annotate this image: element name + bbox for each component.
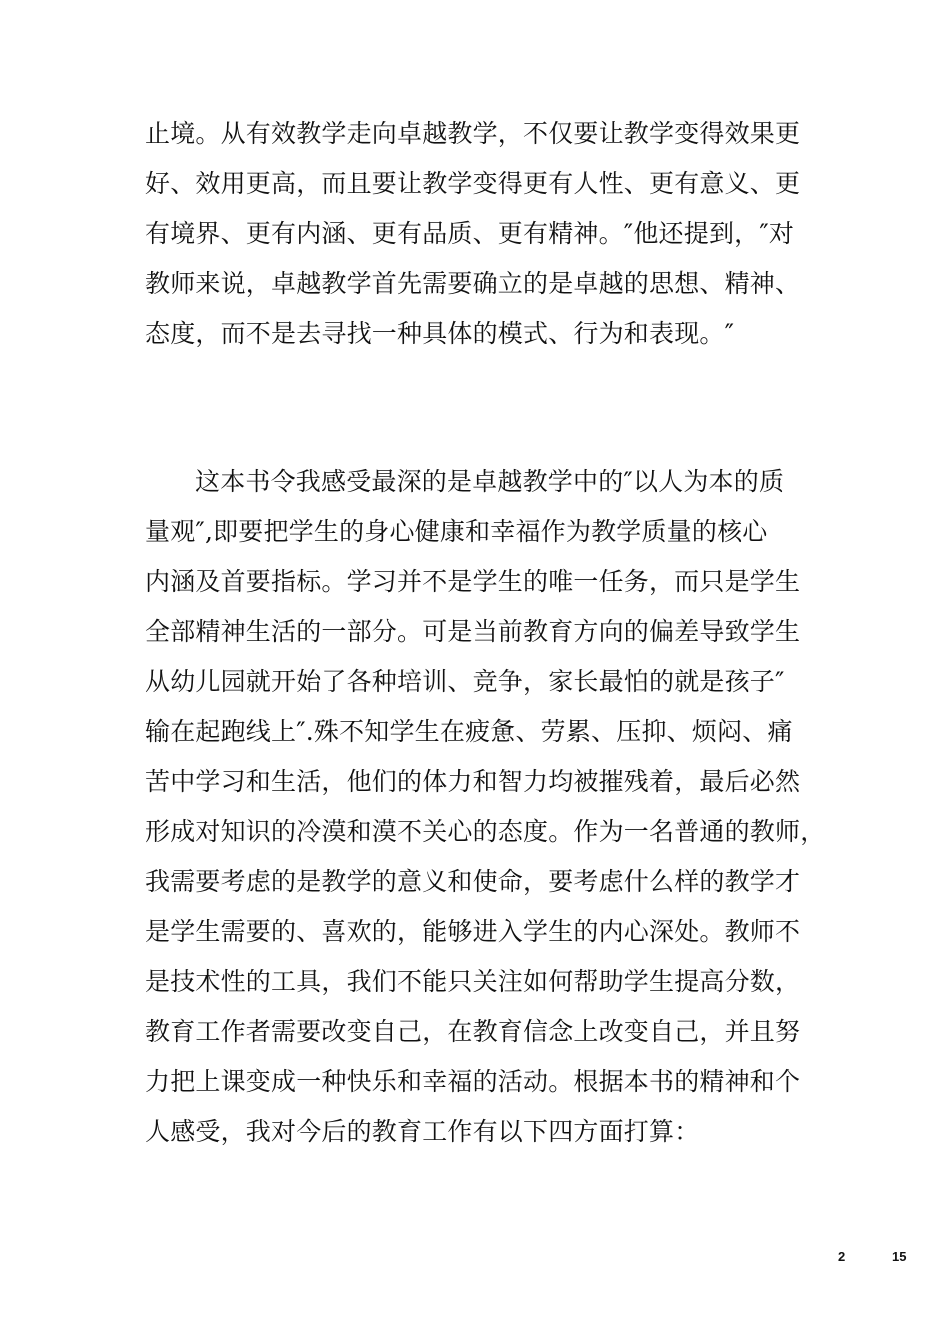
paragraph-line: 教育工作者需要改变自己，在教育信念上改变自己，并且努 — [145, 1017, 801, 1046]
paragraph-line: 有境界、更有内涵、更有品质、更有精神。″他还提到，″对 — [145, 219, 795, 248]
paragraph-line: 止境。从有效教学走向卓越教学，不仅要让教学变得效果更 — [145, 119, 801, 148]
paragraph-line: 全部精神生活的一部分。可是当前教育方向的偏差导致学生 — [145, 617, 801, 646]
paragraph-line: 人感受，我对今后的教育工作有以下四方面打算： — [145, 1117, 700, 1146]
current-page-number: 2 — [838, 1249, 846, 1264]
paragraph-line: 内涵及首要指标。学习并不是学生的唯一任务，而只是学生 — [145, 567, 801, 596]
paragraph-line: 输在起跑线上″.殊不知学生在疲惫、劳累、压抑、烦闷、痛 — [145, 717, 793, 746]
paragraph-line: 我需要考虑的是教学的意义和使命，要考虑什么样的教学才 — [145, 867, 801, 896]
paragraph-line: 态度，而不是去寻找一种具体的模式、行为和表现。″ — [145, 319, 735, 348]
paragraph-line: 这本书令我感受最深的是卓越教学中的″以人为本的质 — [195, 467, 785, 496]
paragraph-line: 从幼儿园就开始了各种培训、竞争，家长最怕的就是孩子″ — [145, 667, 785, 696]
paragraph-line: 好、效用更高，而且要让教学变得更有人性、更有意义、更 — [145, 169, 801, 198]
total-pages-number: 15 — [892, 1249, 907, 1264]
paragraph-line: 形成对知识的冷漠和漠不关心的态度。作为一名普通的教师， — [145, 817, 826, 846]
paragraph-line: 教师来说，卓越教学首先需要确立的是卓越的思想、精神、 — [145, 269, 801, 298]
paragraph-line: 是技术性的工具，我们不能只关注如何帮助学生提高分数， — [145, 967, 801, 996]
paragraph-line: 苦中学习和生活，他们的体力和智力均被摧残着，最后必然 — [145, 767, 801, 796]
paragraph-line: 力把上课变成一种快乐和幸福的活动。根据本书的精神和个 — [145, 1067, 801, 1096]
paragraph-line: 量观″,即要把学生的身心健康和幸福作为教学质量的核心 — [145, 517, 768, 546]
paragraph-line: 是学生需要的、喜欢的，能够进入学生的内心深处。教师不 — [145, 917, 801, 946]
